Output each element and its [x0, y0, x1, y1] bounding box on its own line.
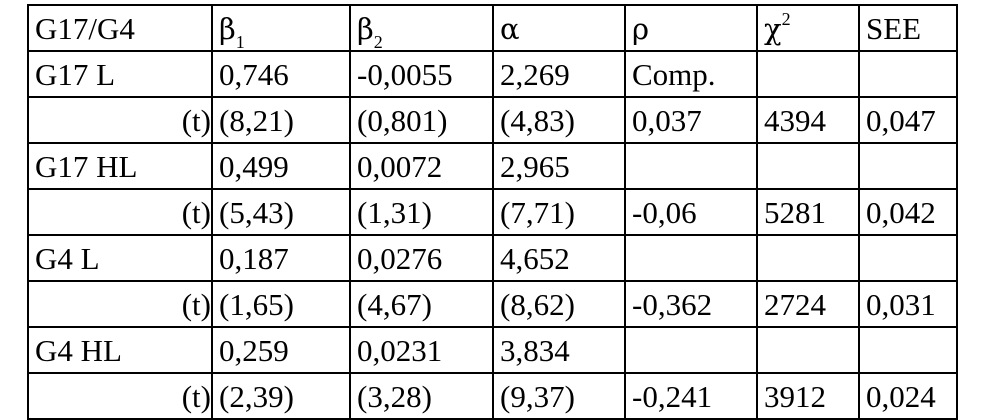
beta1-value: 0,499: [212, 143, 350, 189]
header-beta1: [212, 5, 350, 51]
table-row: [28, 281, 957, 327]
header-see: SEE: [859, 5, 957, 51]
see-value: [859, 51, 957, 97]
beta-symbol: β: [219, 11, 236, 46]
table-row: [28, 51, 957, 97]
alpha-value: 3,834: [493, 327, 625, 373]
beta2-value: (0,801): [350, 97, 493, 143]
table-row: [28, 189, 957, 235]
row-label: (t): [28, 189, 212, 235]
beta1-subscript: 1: [235, 31, 245, 52]
chi-squared-value: 3912: [757, 373, 859, 419]
beta1-value: (5,43): [212, 189, 350, 235]
alpha-value: 4,652: [493, 235, 625, 281]
rho-value: -0,362: [625, 281, 757, 327]
beta1-value: (8,21): [212, 97, 350, 143]
header-group: G17/G4: [28, 5, 212, 51]
alpha-value: (7,71): [493, 189, 625, 235]
beta2-value: (4,67): [350, 281, 493, 327]
see-value: 0,024: [859, 373, 957, 419]
chi-squared-value: [757, 235, 859, 281]
header-chi-squared: [757, 5, 859, 51]
regression-results-table: [27, 4, 958, 420]
beta2-value: 0,0276: [350, 235, 493, 281]
row-label: (t): [28, 97, 212, 143]
alpha-value: 2,269: [493, 51, 625, 97]
beta2-value: 0,0072: [350, 143, 493, 189]
rho-value: [625, 327, 757, 373]
rho-value: [625, 143, 757, 189]
beta1-value: 0,746: [212, 51, 350, 97]
rho-value: -0,06: [625, 189, 757, 235]
chi-superscript: 2: [781, 8, 791, 29]
alpha-value: (4,83): [493, 97, 625, 143]
rho-value: 0,037: [625, 97, 757, 143]
alpha-value: 2,965: [493, 143, 625, 189]
beta2-value: 0,0231: [350, 327, 493, 373]
chi-squared-value: 4394: [757, 97, 859, 143]
row-label: G4 HL: [28, 327, 212, 373]
header-alpha: [493, 5, 625, 51]
rho-value: Comp.: [625, 51, 757, 97]
beta2-subscript: 2: [373, 31, 383, 52]
chi-symbol: χ: [764, 11, 782, 46]
row-label: G4 L: [28, 235, 212, 281]
beta1-value: 0,259: [212, 327, 350, 373]
alpha-value: (9,37): [493, 373, 625, 419]
beta2-value: (1,31): [350, 189, 493, 235]
chi-squared-value: [757, 327, 859, 373]
header-rho: [625, 5, 757, 51]
chi-squared-value: 5281: [757, 189, 859, 235]
row-label: G17 HL: [28, 143, 212, 189]
beta1-value: (1,65): [212, 281, 350, 327]
see-value: [859, 235, 957, 281]
alpha-symbol: α: [500, 11, 520, 46]
see-value: 0,031: [859, 281, 957, 327]
chi-squared-value: [757, 51, 859, 97]
table-row: [28, 143, 957, 189]
beta2-value: (3,28): [350, 373, 493, 419]
beta1-value: 0,187: [212, 235, 350, 281]
table-header-row: [28, 5, 957, 51]
header-beta2: [350, 5, 493, 51]
rho-value: -0,241: [625, 373, 757, 419]
chi-squared-value: 2724: [757, 281, 859, 327]
beta-symbol: β: [357, 11, 374, 46]
see-value: [859, 143, 957, 189]
table-row: [28, 235, 957, 281]
row-label: (t): [28, 281, 212, 327]
table-row: [28, 327, 957, 373]
alpha-value: (8,62): [493, 281, 625, 327]
see-value: 0,042: [859, 189, 957, 235]
rho-symbol: ρ: [632, 11, 650, 46]
rho-value: [625, 235, 757, 281]
see-value: 0,047: [859, 97, 957, 143]
see-value: [859, 327, 957, 373]
row-label: G17 L: [28, 51, 212, 97]
row-label: (t): [28, 373, 212, 419]
table-row: [28, 373, 957, 419]
table-row: [28, 97, 957, 143]
beta2-value: -0,0055: [350, 51, 493, 97]
chi-squared-value: [757, 143, 859, 189]
beta1-value: (2,39): [212, 373, 350, 419]
